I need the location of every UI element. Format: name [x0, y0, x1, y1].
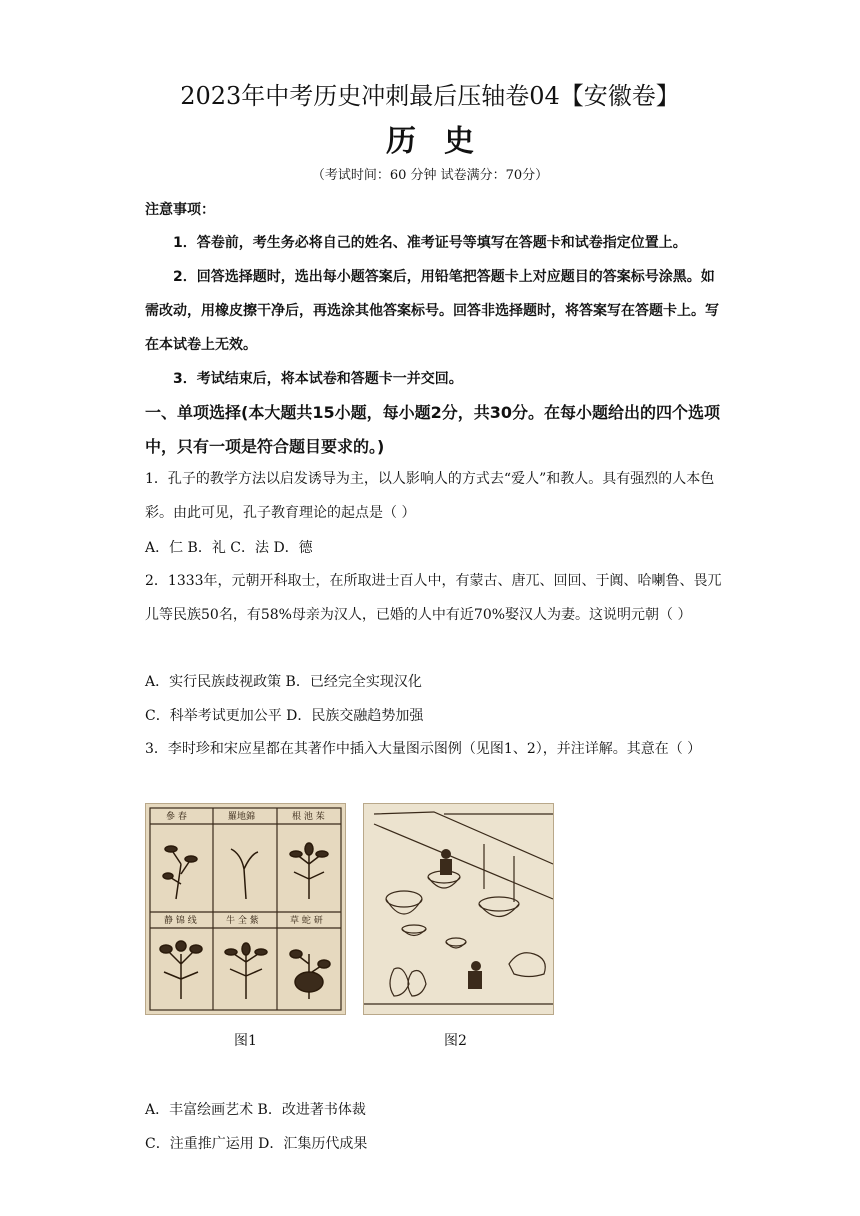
exam-info: （考试时间：60 分钟 试卷满分：70分） — [311, 168, 549, 183]
figure-1-label: 静 锦 线 — [164, 916, 197, 926]
question-options: C．注重推广运用 D．汇集历代成果 — [145, 1136, 368, 1152]
question-options: A．仁 B．礼 C．法 D．德 — [145, 540, 313, 556]
figure-1-herbs-image — [145, 803, 346, 1015]
figure-1-label: 根 池 茱 — [292, 812, 325, 822]
question-options: A．实行民族歧视政策 B．已经完全实现汉化 — [145, 674, 422, 690]
figure-1-label: 羅地錦 — [228, 812, 256, 822]
figure-2-caption: 图2 — [444, 1033, 467, 1049]
question-stem: 1．孔子的教学方法以启发诱导为主，以人影响人的方式去“爱人”和教人。具有强烈的人本色彩。由此可见，孔子教育理论的起点是（ ） — [145, 471, 715, 521]
exam-title: 2023年中考历史冲刺最后压轴卷04【安徽卷】 — [180, 82, 680, 110]
subject-heading: 历史 — [386, 124, 502, 159]
question-stem: 3．李时珍和宋应星都在其著作中插入大量图示图例（见图1、2），并注详解。其意在（ ） — [145, 741, 702, 757]
question-options: A．丰富绘画艺术 B．改进著书体裁 — [145, 1102, 366, 1118]
figure-1-label: 參 春 — [166, 812, 187, 822]
note-item: 2．回答选择题时，选出每小题答案后，用铅笔把答题卡上对应题目的答案标号涂黑。如需改动，用橡皮擦干净后，再选涂其他答案标号。回答非选择题时，将答案写在答题卡上。写在本试卷上无效。 — [145, 269, 719, 353]
notes-heading: 注意事项： — [145, 202, 215, 218]
figure-1-label: 牛 全 紫 — [226, 916, 259, 926]
note-item: 1．答卷前，考生务必将自己的姓名、准考证号等填写在答题卡和试卷指定位置上。 — [173, 235, 687, 251]
figure-1-label: 草 蛇 研 — [290, 916, 323, 926]
figure-2-pottery-image — [363, 803, 554, 1015]
note-item: 3．考试结束后，将本试卷和答题卡一并交回。 — [173, 371, 463, 387]
question-stem: 2．1333年，元朝开科取士，在所取进士百人中，有蒙古、唐兀、回回、于阗、哈喇鲁、畏兀儿等民族50名，有58%母亲为汉人，已婚的人中有近70%娶汉人为妻。这说明元朝（ ） — [145, 573, 722, 623]
figure-1-caption: 图1 — [234, 1033, 257, 1049]
question-options: C．科举考试更加公平 D．民族交融趋势加强 — [145, 708, 424, 724]
section-heading: 一、单项选择(本大题共15小题，每小题2分，共30分。在每小题给出的四个选项中，只有一项是符合题目要求的。) — [145, 403, 720, 456]
